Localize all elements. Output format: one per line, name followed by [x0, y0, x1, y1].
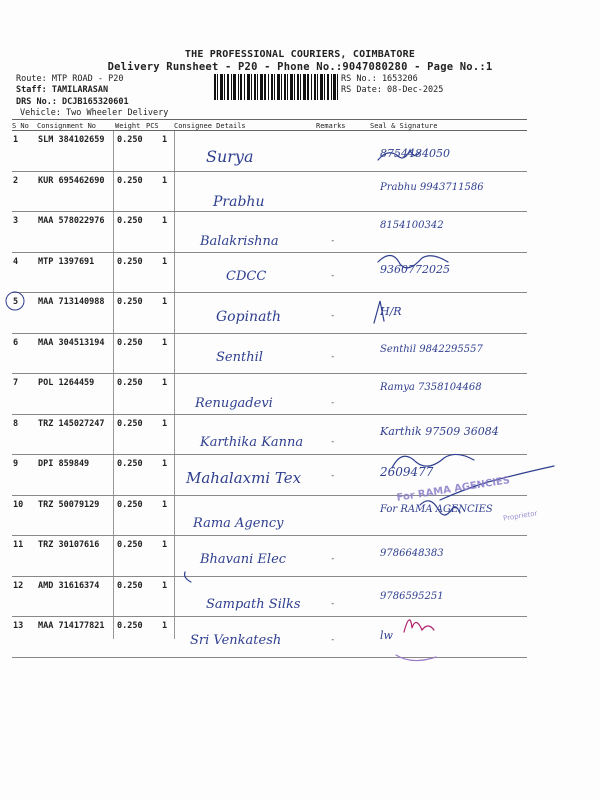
stamp-proprietor: Proprietor	[502, 509, 539, 523]
row-signature: 8754484050	[380, 147, 450, 160]
row-weight: 0.250	[117, 499, 143, 510]
row-consignee-name: Senthil	[216, 349, 263, 365]
row-divider	[12, 657, 527, 658]
row-divider	[12, 414, 527, 415]
row-remark: -	[330, 311, 336, 321]
row-pcs: 1	[162, 621, 168, 631]
row-weight: 0.250	[117, 337, 143, 348]
row-signature: 9360772025	[380, 262, 450, 276]
row-remark: -	[330, 351, 336, 362]
row-sno: 6	[13, 337, 19, 348]
row-sno: 12	[13, 580, 24, 591]
row-sno: 13	[13, 621, 24, 631]
row-consignment: MTP 1397691	[38, 256, 95, 267]
row-weight: 0.250	[117, 378, 143, 388]
row-signature: 2609477	[380, 465, 434, 479]
barcode	[214, 74, 338, 100]
row-remark: -	[330, 398, 336, 408]
row-pcs: 1	[162, 337, 168, 348]
row-consignment: MAA 578022976	[38, 216, 105, 226]
col-pcs: PCS	[146, 122, 159, 130]
row-weight: 0.250	[117, 256, 143, 267]
row-divider	[12, 576, 527, 577]
rs-date: RS Date: 08-Dec-2025	[341, 85, 444, 95]
row-weight: 0.250	[117, 459, 143, 469]
row-sno: 11	[13, 540, 24, 550]
row-consignee-name: Rama Agency	[193, 515, 284, 531]
row-pcs: 1	[162, 418, 168, 429]
row-divider	[12, 292, 527, 293]
row-consignee-name: Bhavani Elec	[200, 552, 287, 567]
row-consignee-name: Surya	[206, 147, 254, 166]
row-consignment: KUR 695462690	[38, 175, 105, 186]
row-pcs: 1	[162, 216, 168, 226]
row-weight: 0.250	[117, 135, 143, 145]
row-divider	[12, 252, 527, 253]
row-consignment: TRZ 50079129	[38, 499, 100, 510]
row-sno: 8	[13, 418, 19, 429]
col-sno: S No	[12, 122, 29, 130]
company-title: THE PROFESSIONAL COURIERS, COIMBATORE	[184, 49, 416, 60]
col-consignee: Consignee Details	[174, 122, 246, 130]
col-divider	[174, 131, 175, 639]
row-consignment: DPI 859849	[38, 459, 90, 469]
row-pcs: 1	[162, 459, 168, 469]
row-consignment: POL 1264459	[38, 378, 95, 388]
row-signature: Karthik 97509 36084	[380, 424, 499, 438]
row-weight: 0.250	[117, 540, 143, 550]
row-remark: -	[330, 471, 336, 481]
row-pcs: 1	[162, 540, 168, 550]
row-consignment: MAA 714177821	[38, 621, 105, 631]
rs-number: RS No.: 1653206	[341, 74, 418, 84]
row-weight: 0.250	[117, 621, 143, 631]
row-pcs: 1	[162, 297, 168, 307]
row-signature: Prabhu 9943711586	[380, 181, 484, 193]
row-consignment: MAA 713140988	[38, 297, 105, 307]
drs-label: DRS No.: DCJB165320601	[16, 97, 129, 107]
signature-scribble	[404, 620, 434, 632]
row-signature: H/R	[380, 305, 402, 318]
row-sno: 4	[13, 256, 19, 267]
row-pcs: 1	[162, 256, 168, 267]
col-remarks: Remarks	[316, 122, 346, 130]
row-sno: 3	[13, 216, 19, 226]
row-divider	[12, 211, 527, 212]
row-signature: 9786595251	[380, 590, 444, 602]
company-stamp: For RAMA AGENCIES	[395, 475, 511, 504]
row-consignment: MAA 304513194	[38, 337, 105, 348]
row-weight: 0.250	[117, 580, 143, 591]
row-consignee-name: CDCC	[226, 268, 267, 284]
row-weight: 0.250	[117, 175, 143, 186]
row-divider	[12, 454, 527, 455]
row-divider	[12, 535, 527, 536]
header-bottom-rule	[12, 130, 527, 131]
row-divider	[12, 373, 527, 374]
header-top-rule	[12, 119, 527, 120]
row-divider	[12, 171, 527, 172]
row-signature: 8154100342	[380, 220, 444, 231]
row-weight: 0.250	[117, 418, 143, 429]
row-signature: Senthil 9842295557	[380, 343, 483, 355]
row-divider	[12, 616, 527, 617]
row-pcs: 1	[162, 580, 168, 591]
row-weight: 0.250	[117, 216, 143, 226]
row-divider	[12, 333, 527, 334]
row-signature: Ramya 7358104468	[380, 382, 482, 393]
row-remark: -	[330, 598, 336, 609]
col-seal: Seal & Signature	[370, 122, 438, 130]
row-remark: -	[330, 436, 336, 447]
row-remark: -	[330, 270, 336, 281]
row-consignee-name: Gopinath	[216, 309, 282, 325]
runsheet-subtitle: Delivery Runsheet - P20 - Phone No.:9047080280 - Page No.:1	[107, 61, 493, 73]
col-consignment: Consignment No	[37, 122, 97, 130]
row-remark: -	[330, 236, 336, 246]
col-divider	[113, 131, 114, 639]
row-consignment: SLM 384102659	[38, 135, 105, 145]
row-sno: 10	[13, 499, 24, 510]
row-pcs: 1	[162, 135, 168, 145]
row-signature: 9786648383	[380, 548, 444, 559]
row-sno: 5	[13, 297, 19, 307]
vehicle-label: Vehicle: Two Wheeler Delivery	[20, 108, 169, 118]
signature-scribble	[185, 572, 191, 582]
staff-label: Staff: TAMILARASAN	[16, 85, 109, 95]
row-sno: 9	[13, 459, 19, 469]
row-consignee-name: Sri Venkatesh	[190, 633, 282, 648]
row-signature: lw	[380, 629, 393, 642]
col-weight: Weight	[115, 122, 141, 130]
row-consignee-name: Karthika Kanna	[200, 434, 304, 450]
row-pcs: 1	[162, 378, 168, 388]
row-remark: -	[330, 554, 336, 564]
row-weight: 0.250	[117, 297, 143, 307]
row-signature: For RAMA AGENCIES	[380, 503, 493, 515]
row-sno: 1	[13, 135, 19, 145]
route-label: Route: MTP ROAD - P20	[16, 74, 124, 84]
row-remark: -	[330, 635, 336, 645]
row-consignee-name: Sampath Silks	[206, 596, 301, 612]
row-consignment: TRZ 30107616	[38, 540, 100, 550]
row-pcs: 1	[162, 175, 168, 186]
row-pcs: 1	[162, 499, 168, 510]
row-consignment: AMD 31616374	[38, 580, 100, 591]
row-consignee-name: Prabhu	[213, 193, 265, 210]
row-consignee-name: Mahalaxmi Tex	[186, 469, 302, 487]
row-consignment: TRZ 145027247	[38, 418, 105, 429]
row-consignee-name: Balakrishna	[200, 234, 279, 249]
row-sno: 2	[13, 175, 19, 186]
row-consignee-name: Renugadevi	[195, 396, 273, 411]
row-sno: 7	[13, 378, 19, 388]
